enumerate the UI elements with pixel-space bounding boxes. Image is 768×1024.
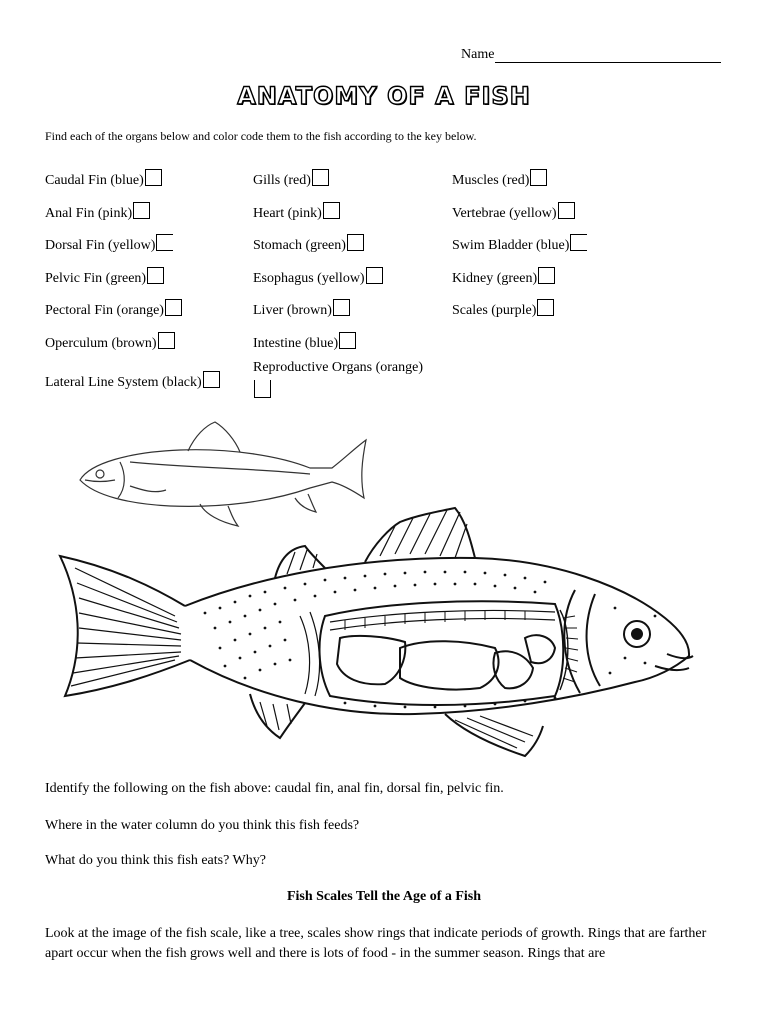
name-field — [461, 47, 721, 63]
body-paragraph: Look at the image of the fish scale, like a tree, scales show rings that indicate periods of growth. Rings that are farther apart occur when the fish grows well and there is lots of food - in the summer season. Rings that are — [45, 926, 707, 961]
name-blank-line[interactable] — [495, 48, 721, 63]
color-box[interactable] — [530, 169, 547, 186]
organ-item: Heart (pink) — [253, 202, 340, 222]
organ-item: Pelvic Fin (green) — [45, 267, 164, 287]
color-box[interactable] — [347, 234, 364, 251]
color-box[interactable] — [203, 371, 220, 388]
organ-item: Vertebrae (yellow) — [452, 202, 575, 222]
color-box[interactable] — [339, 332, 356, 349]
question-2: Where in the water column do you think this fish feeds? — [45, 818, 360, 833]
organ-item: Caudal Fin (blue) — [45, 169, 162, 189]
question-1: Identify the following on the fish above: caudal fin, anal fin, dorsal fin, pelvic fin. — [45, 781, 504, 796]
instructions: Find each of the organs below and color code them to the fish according to the key below. — [45, 129, 477, 143]
color-box[interactable] — [323, 202, 340, 219]
organ-item: Liver (brown) — [253, 299, 350, 319]
organ-item: Intestine (blue) — [253, 332, 356, 352]
organ-item: Scales (purple) — [452, 299, 554, 319]
color-box[interactable] — [333, 299, 350, 316]
organ-item: Kidney (green) — [452, 267, 555, 287]
color-box[interactable] — [366, 267, 383, 284]
color-box[interactable] — [570, 234, 587, 251]
organ-item: Reproductive Organs (orange) — [253, 360, 424, 375]
organ-item: Pectoral Fin (orange) — [45, 299, 182, 319]
organ-item: Dorsal Fin (yellow) — [45, 234, 173, 254]
color-box[interactable] — [538, 267, 555, 284]
color-box[interactable] — [165, 299, 182, 316]
organ-item: Esophagus (yellow) — [253, 267, 383, 287]
large-fish-illustration — [55, 498, 705, 768]
organ-item: Swim Bladder (blue) — [452, 234, 587, 254]
organ-item: Stomach (green) — [253, 234, 364, 254]
organ-item: Lateral Line System (black) — [45, 371, 220, 391]
name-label: Name — [461, 47, 495, 62]
section-heading: Fish Scales Tell the Age of a Fish — [286, 889, 482, 904]
color-box[interactable] — [558, 202, 575, 219]
organ-item: Anal Fin (pink) — [45, 202, 150, 222]
organ-item: Gills (red) — [253, 169, 329, 189]
color-box[interactable] — [254, 380, 271, 398]
color-box[interactable] — [145, 169, 162, 186]
organ-item: Operculum (brown) — [45, 332, 175, 352]
question-3: What do you think this fish eats? Why? — [45, 853, 266, 868]
organ-item: Muscles (red) — [452, 169, 547, 189]
color-box[interactable] — [147, 267, 164, 284]
color-box[interactable] — [158, 332, 175, 349]
color-box[interactable] — [156, 234, 173, 251]
color-box[interactable] — [312, 169, 329, 186]
page-title: ANATOMY OF A FISH — [237, 82, 531, 110]
color-box[interactable] — [133, 202, 150, 219]
color-box[interactable] — [537, 299, 554, 316]
